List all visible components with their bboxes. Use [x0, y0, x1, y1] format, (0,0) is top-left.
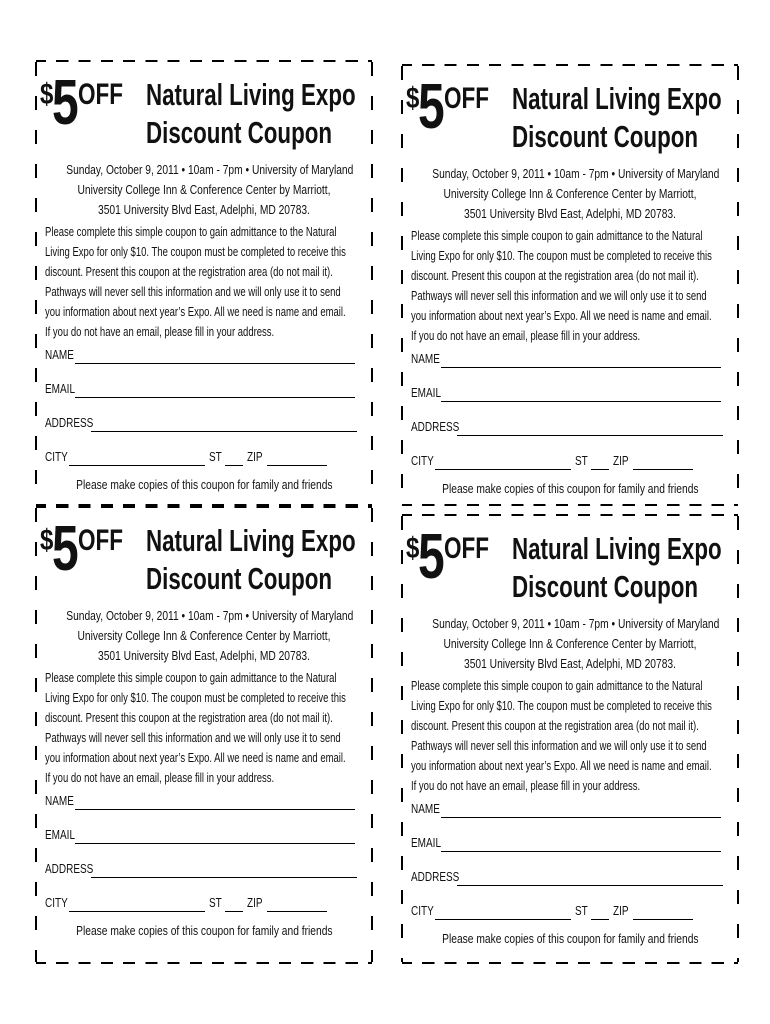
event-info: [402, 164, 738, 224]
coupon-header: [36, 62, 372, 158]
name-field[interactable]: [411, 802, 721, 820]
zip-line: [633, 469, 693, 470]
zip-label: ZIP: [613, 454, 629, 468]
zip-line: [267, 465, 327, 466]
email-field[interactable]: [45, 382, 355, 400]
state-label: ST: [575, 904, 588, 918]
title-line-2: Discount Coupon: [146, 561, 332, 596]
coupon-footer: [402, 482, 738, 496]
city-label: CITY: [45, 896, 68, 910]
title-line-1: Natural Living Expo: [512, 531, 722, 566]
instructions-line-2: Living Expo for only $10. The coupon must be completed to receive this: [45, 691, 346, 705]
name-label: NAME: [411, 802, 440, 816]
coupon-header: [402, 66, 738, 162]
zip-line: [633, 919, 693, 920]
instructions-line-2: Living Expo for only $10. The coupon must be completed to receive this: [411, 249, 712, 263]
email-label: EMAIL: [411, 386, 442, 400]
event-info-line-1: Sunday, October 9, 2011 • 10am - 7pm • University of Maryland: [432, 167, 720, 181]
instructions-line-6: If you do not have an email, please fill in your address.: [45, 771, 275, 785]
email-line: [441, 851, 721, 852]
city-state-zip-field[interactable]: [411, 904, 701, 922]
city-state-zip-field[interactable]: [45, 450, 335, 468]
name-label: NAME: [411, 352, 440, 366]
name-field[interactable]: [45, 348, 355, 366]
event-info-line-1: Sunday, October 9, 2011 • 10am - 7pm • University of Maryland: [66, 609, 354, 623]
address-field[interactable]: [45, 862, 357, 880]
instructions-line-5: you information about next year’s Expo. All we need is name and email.: [411, 309, 712, 323]
address-line: [457, 885, 723, 886]
email-field[interactable]: [45, 828, 355, 846]
name-field[interactable]: [45, 794, 355, 812]
coupon-instructions: [45, 222, 364, 342]
instructions-line-6: If you do not have an email, please fill in your address.: [411, 779, 641, 793]
footer-text: Please make copies of this coupon for family and friends: [441, 482, 699, 496]
name-field[interactable]: [411, 352, 721, 370]
event-info-line-2: University College Inn & Conference Center by Marriott,: [77, 629, 331, 643]
event-info: [36, 160, 372, 220]
discount-amount: 5: [52, 512, 79, 584]
instructions-line-1: Please complete this simple coupon to gain admittance to the Natural: [45, 225, 337, 239]
discount-amount: 5: [418, 70, 445, 142]
email-line: [75, 397, 355, 398]
zip-label: ZIP: [613, 904, 629, 918]
address-line: [91, 877, 357, 878]
city-line: [69, 911, 205, 912]
name-line: [75, 363, 355, 364]
address-label: ADDRESS: [45, 862, 94, 876]
city-label: CITY: [411, 454, 434, 468]
coupon-instructions: [411, 676, 730, 796]
event-info-line-3: 3501 University Blvd East, Adelphi, MD 20783.: [464, 657, 676, 671]
city-label: CITY: [411, 904, 434, 918]
name-line: [441, 367, 721, 368]
coupon-2: [402, 64, 738, 506]
name-label: NAME: [45, 794, 74, 808]
instructions-line-6: If you do not have an email, please fill in your address.: [45, 325, 275, 339]
event-info-line-3: 3501 University Blvd East, Adelphi, MD 20783.: [464, 207, 676, 221]
discount-amount: 5: [418, 520, 445, 592]
instructions-line-4: Pathways will never sell this information and we will only use it to send: [411, 289, 707, 303]
email-line: [75, 843, 355, 844]
coupon-1: [36, 60, 372, 506]
coupon-instructions: [411, 226, 730, 346]
event-info-line-1: Sunday, October 9, 2011 • 10am - 7pm • University of Maryland: [66, 163, 354, 177]
footer-text: Please make copies of this coupon for family and friends: [75, 924, 333, 938]
dollar-sign: $: [40, 524, 54, 557]
email-field[interactable]: [411, 836, 721, 854]
instructions-line-3: discount. Present this coupon at the registration area (do not mail it).: [411, 719, 699, 733]
instructions-line-5: you information about next year’s Expo. All we need is name and email.: [45, 751, 346, 765]
name-line: [75, 809, 355, 810]
address-label: ADDRESS: [45, 416, 94, 430]
name-label: NAME: [45, 348, 74, 362]
title-line-2: Discount Coupon: [512, 569, 698, 604]
discount-amount: 5: [52, 66, 79, 138]
instructions-line-1: Please complete this simple coupon to gain admittance to the Natural: [45, 671, 337, 685]
title-line-2: Discount Coupon: [512, 119, 698, 154]
coupon-footer: [36, 478, 372, 492]
footer-text: Please make copies of this coupon for family and friends: [441, 932, 699, 946]
coupon-title: [146, 522, 355, 598]
city-line: [435, 919, 571, 920]
coupon-header: [36, 508, 372, 604]
zip-label: ZIP: [247, 450, 263, 464]
address-field[interactable]: [411, 870, 723, 888]
dollar-sign: $: [40, 78, 54, 111]
instructions-line-4: Pathways will never sell this information and we will only use it to send: [45, 285, 341, 299]
address-field[interactable]: [411, 420, 723, 438]
instructions-line-5: you information about next year’s Expo. All we need is name and email.: [411, 759, 712, 773]
state-line: [591, 919, 609, 920]
title-line-2: Discount Coupon: [146, 115, 332, 150]
instructions-line-4: Pathways will never sell this information and we will only use it to send: [45, 731, 341, 745]
coupon-4: [402, 514, 738, 964]
state-label: ST: [209, 896, 222, 910]
instructions-line-2: Living Expo for only $10. The coupon must be completed to receive this: [45, 245, 346, 259]
zip-line: [267, 911, 327, 912]
email-line: [441, 401, 721, 402]
state-label: ST: [209, 450, 222, 464]
city-line: [69, 465, 205, 466]
instructions-line-5: you information about next year’s Expo. All we need is name and email.: [45, 305, 346, 319]
coupon-footer: [402, 932, 738, 946]
instructions-line-6: If you do not have an email, please fill in your address.: [411, 329, 641, 343]
email-field[interactable]: [411, 386, 721, 404]
instructions-line-4: Pathways will never sell this information and we will only use it to send: [411, 739, 707, 753]
off-label: OFF: [78, 78, 123, 111]
coupon-footer: [36, 924, 372, 938]
instructions-line-1: Please complete this simple coupon to gain admittance to the Natural: [411, 229, 703, 243]
city-state-zip-field[interactable]: [45, 896, 335, 914]
address-line: [91, 431, 357, 432]
title-line-1: Natural Living Expo: [146, 523, 356, 558]
instructions-line-3: discount. Present this coupon at the registration area (do not mail it).: [45, 711, 333, 725]
event-info: [36, 606, 372, 666]
event-info-line-3: 3501 University Blvd East, Adelphi, MD 20783.: [98, 649, 310, 663]
coupon-header: [402, 516, 738, 612]
event-info: [402, 614, 738, 674]
event-info-line-3: 3501 University Blvd East, Adelphi, MD 20783.: [98, 203, 310, 217]
city-line: [435, 469, 571, 470]
coupon-title: [146, 76, 355, 152]
state-label: ST: [575, 454, 588, 468]
event-info-line-2: University College Inn & Conference Center by Marriott,: [443, 637, 697, 651]
name-line: [441, 817, 721, 818]
event-info-line-1: Sunday, October 9, 2011 • 10am - 7pm • University of Maryland: [432, 617, 720, 631]
coupon-3: [36, 506, 372, 964]
state-line: [591, 469, 609, 470]
title-line-1: Natural Living Expo: [512, 81, 722, 116]
email-label: EMAIL: [45, 382, 76, 396]
instructions-line-2: Living Expo for only $10. The coupon must be completed to receive this: [411, 699, 712, 713]
event-info-line-2: University College Inn & Conference Center by Marriott,: [77, 183, 331, 197]
dollar-sign: $: [406, 532, 420, 565]
event-info-line-2: University College Inn & Conference Center by Marriott,: [443, 187, 697, 201]
state-line: [225, 465, 243, 466]
dollar-sign: $: [406, 82, 420, 115]
instructions-line-3: discount. Present this coupon at the registration area (do not mail it).: [411, 269, 699, 283]
address-label: ADDRESS: [411, 870, 460, 884]
title-line-1: Natural Living Expo: [146, 77, 356, 112]
coupon-title: [512, 530, 721, 606]
city-label: CITY: [45, 450, 68, 464]
off-label: OFF: [78, 524, 123, 557]
coupon-title: [512, 80, 721, 156]
email-label: EMAIL: [411, 836, 442, 850]
city-state-zip-field[interactable]: [411, 454, 701, 472]
email-label: EMAIL: [45, 828, 76, 842]
address-field[interactable]: [45, 416, 357, 434]
instructions-line-1: Please complete this simple coupon to gain admittance to the Natural: [411, 679, 703, 693]
off-label: OFF: [444, 82, 489, 115]
address-label: ADDRESS: [411, 420, 460, 434]
off-label: OFF: [444, 532, 489, 565]
instructions-line-3: discount. Present this coupon at the registration area (do not mail it).: [45, 265, 333, 279]
address-line: [457, 435, 723, 436]
coupon-instructions: [45, 668, 364, 788]
zip-label: ZIP: [247, 896, 263, 910]
state-line: [225, 911, 243, 912]
footer-text: Please make copies of this coupon for family and friends: [75, 478, 333, 492]
